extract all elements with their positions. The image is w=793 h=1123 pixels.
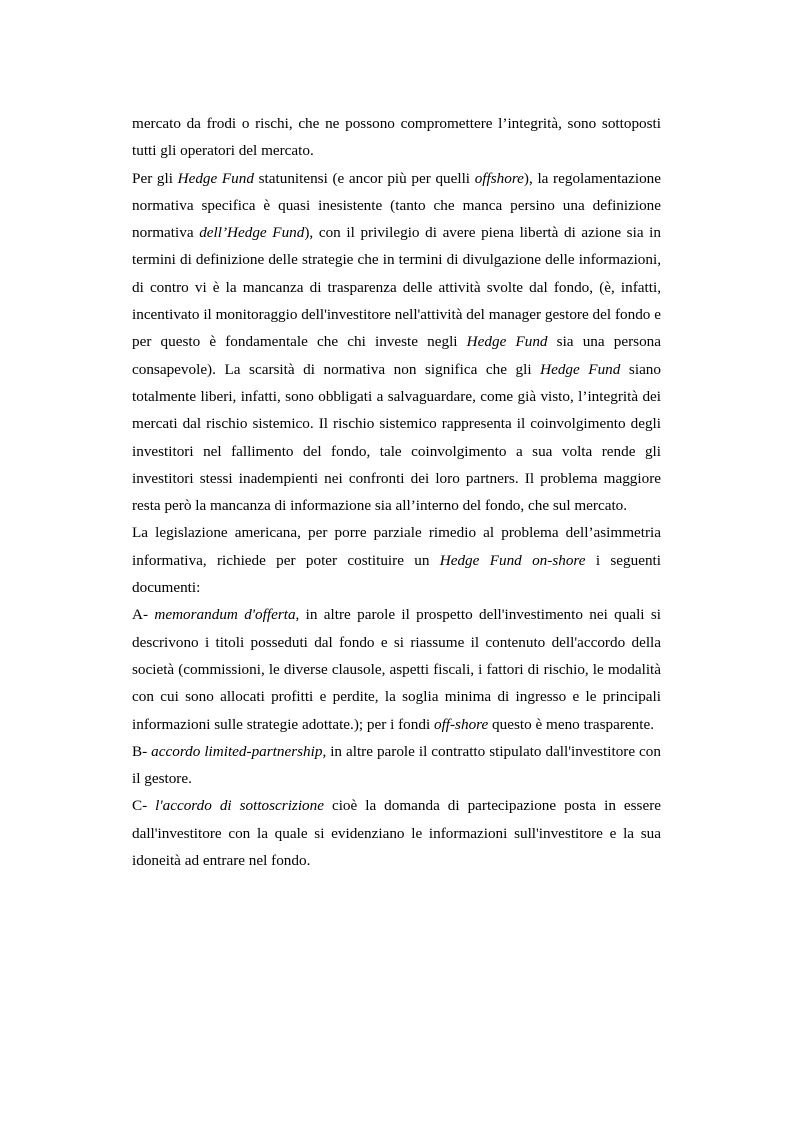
paragraph-1 [132,110,661,165]
italic-run: l'accordo di sottoscrizione [155,797,324,815]
text-run: siano totalmente liberi, infatti, sono obbligati a salvaguardare, come già visto, l’integrità dei mercati dal rischio sistemico. Il rischio sistemico rappresenta il coinvolgimento degli investitori nel fallimento del fondo, tale coinvolgimento a sua volta rende gli investitori stessi inadempienti nei confronti dei loro partners. Il problema maggiore resta però la mancanza di informazione sia all’interno del fondo, che sul mercato. [132,360,661,515]
text-run: C- [132,797,156,815]
text-run: questo è meno trasparente. [488,715,654,733]
italic-run: dell’Hedge Fund [199,224,305,242]
text-run: mercato da frodi o rischi, che ne possono compromettere l’integrità, sono sottoposti tutti gli operatori del mercato. [132,115,661,160]
paragraph-2 [132,165,661,520]
paragraph-4 [132,601,661,737]
paragraph-6 [132,792,661,874]
italic-run: memorandum d'offerta [154,606,296,624]
text-run: statunitensi (e ancor più per quelli [253,169,475,187]
italic-run: Hedge Fund [466,333,548,351]
text-run: La legislazione americana, per porre parziale rimedio al problema dell’asimmetria informativa, richiede per poter costituire un [132,524,661,569]
text-run: Per gli [132,169,178,187]
text-run: i seguenti documenti: [132,551,661,597]
text-run: ), con il privilegio di avere piena libertà di azione sia in termini di definizione delle strategie che in termini di divulgazione delle informazioni, di contro vi è la mancanza di trasparenza delle attività svolte dal fondo, (è, infatti, incentivato il monitoraggio dell'investitore nell'attività del manager gestore del fondo e per questo è fondamentale che chi investe negli [132,224,661,351]
italic-run: Hedge Fund [540,360,621,378]
text-run: , in altre parole il prospetto dell'investimento nei quali si descrivono i titoli posseduti dal fondo e si riassume il contenuto dell'accordo della società (commissioni, le diverse clausole, aspetti fiscali, i fattori di rischio, le modalità con cui sono allocati profitti e perdite, la soglia minima di ingresso e le principali informazioni sulle strategie adottate.); per i fondi [132,606,661,733]
text-run: sia una persona consapevole). La scarsità di normativa non significa che gli [132,333,662,378]
italic-run: offshore [474,169,524,187]
text-run: B- [132,742,152,760]
italic-run: accordo limited-partnership [151,742,323,760]
italic-run: Hedge Fund on-shore [439,551,586,569]
paragraph-5 [132,738,661,793]
text-run: cioè la domanda di partecipazione posta in essere dall'investitore con la quale si evidenziano le informazioni sull'investitore e la sua idoneità ad entrare nel fondo. [132,797,662,870]
paragraph-3 [132,519,661,601]
italic-run: Hedge Fund [177,169,254,187]
text-run: ), la regolamentazione normativa specifica è quasi inesistente (tanto che manca persino una definizione normativa [132,169,662,242]
text-run: , in altre parole il contratto stipulato dall'investitore con il gestore. [132,742,661,788]
document-page [132,110,661,874]
text-run: A- [132,606,155,624]
italic-run: off-shore [433,715,489,733]
